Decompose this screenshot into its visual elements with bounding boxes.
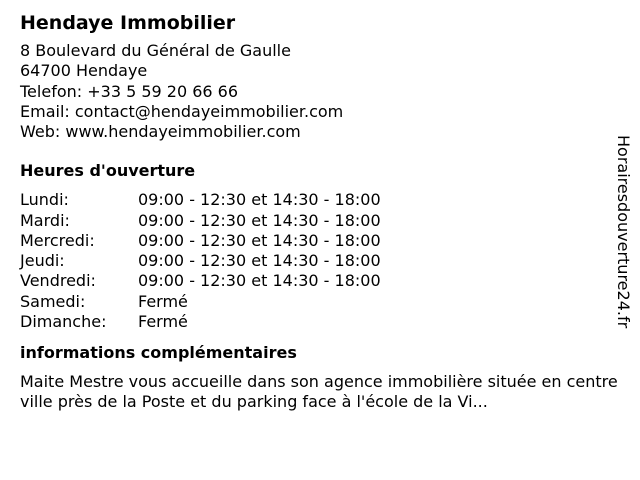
hours-day: Lundi:: [20, 190, 69, 210]
hours-day: Mardi:: [20, 210, 70, 230]
website: Web: www.hendayeimmobilier.com: [20, 122, 301, 142]
hours-row-saturday: [20, 292, 620, 312]
hours-row-wednesday: [20, 231, 620, 251]
email-address: Email: contact@hendayeimmobilier.com: [20, 101, 344, 121]
additional-info-heading: informations complémentaires: [20, 342, 297, 362]
hours-time: 09:00 - 12:30 et 14:30 - 18:00: [138, 271, 381, 291]
business-name: Hendaye Immobilier: [20, 12, 236, 34]
opening-hours-table: [20, 190, 620, 331]
hours-row-monday: [20, 190, 620, 210]
hours-day: Jeudi:: [20, 251, 65, 271]
hours-day: Dimanche:: [20, 311, 107, 331]
phone-number: Telefon: +33 5 59 20 66 66: [20, 81, 239, 101]
hours-row-tuesday: [20, 211, 620, 231]
address-street: 8 Boulevard du Général de Gaulle: [20, 41, 291, 60]
hours-time: 09:00 - 12:30 et 14:30 - 18:00: [138, 190, 381, 210]
hours-time: Fermé: [138, 311, 188, 331]
business-card: [20, 10, 620, 413]
contact-block: [20, 41, 620, 142]
hours-time: Fermé: [138, 291, 188, 311]
hours-day: Samedi:: [20, 291, 86, 311]
hours-row-friday: [20, 271, 620, 291]
hours-row-thursday: [20, 251, 620, 271]
additional-info-text: Maite Mestre vous accueille dans son agence immobilière située en centre ville près de la Poste et du parking face à l'école de la Vi...: [20, 371, 618, 412]
opening-hours-heading: Heures d'ouverture: [20, 161, 196, 181]
hours-time: 09:00 - 12:30 et 14:30 - 18:00: [138, 251, 381, 271]
site-watermark: Horairesdouverture24.fr: [614, 135, 633, 329]
hours-day: Mercredi:: [20, 230, 95, 250]
hours-time: 09:00 - 12:30 et 14:30 - 18:00: [138, 210, 381, 230]
hours-day: Vendredi:: [20, 271, 96, 291]
hours-time: 09:00 - 12:30 et 14:30 - 18:00: [138, 230, 381, 250]
hours-row-sunday: [20, 312, 620, 332]
address-city: 64700 Hendaye: [20, 61, 148, 81]
